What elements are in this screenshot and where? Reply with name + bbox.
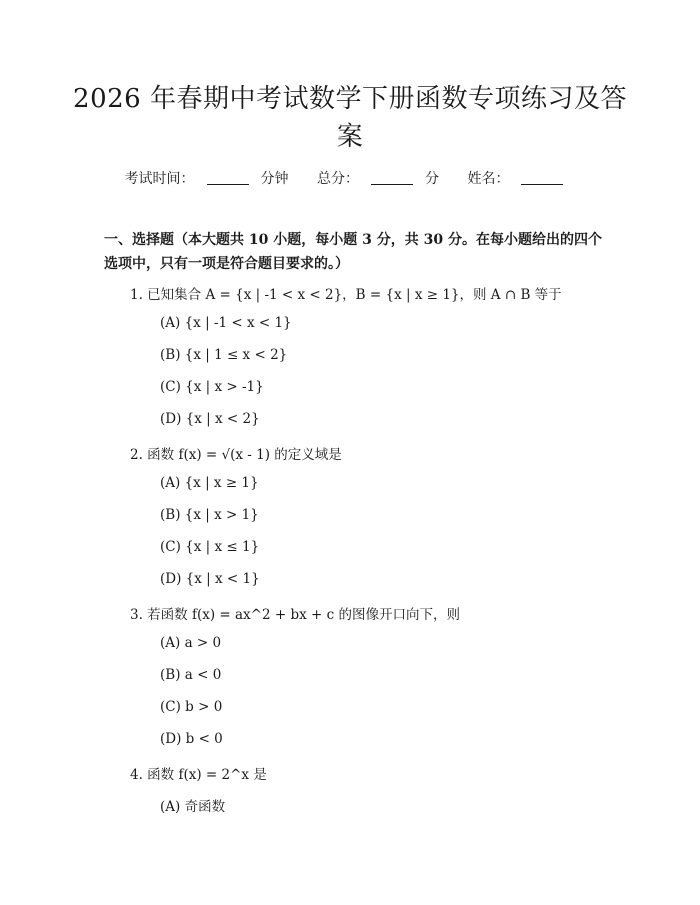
question-3-option-b: (B) a < 0 [160,667,222,683]
name-blank[interactable] [521,172,563,185]
question-3-option-d: (D) b < 0 [160,731,223,747]
total-score-field [317,171,439,187]
question-1-option-d: (D) {x | x < 2} [160,411,260,427]
question-2-option-b: (B) {x | x > 1} [160,507,259,523]
exam-time-field [125,171,289,187]
question-2-option-a: (A) {x | x ≥ 1} [160,475,259,491]
exam-info-line [0,168,700,188]
page-title: 2026 年春期中考试数学下册函数专项练习及答案 [73,84,627,152]
total-score-blank[interactable] [371,172,413,185]
question-1-option-b: (B) {x | 1 ≤ x < 2} [160,347,288,363]
exam-time-unit: 分钟 [260,171,289,187]
question-3-option-c: (C) b > 0 [160,699,223,715]
question-1-stem: 1. 已知集合 A = {x | -1 < x < 2}，B = {x | x ≥ 1}，则 A ∩ B 等于 [130,287,562,303]
question-2-stem: 2. 函数 f(x) = √(x - 1) 的定义域是 [130,447,342,463]
question-1-option-a: (A) {x | -1 < x < 1} [160,315,292,331]
question-4-option-a: (A) 奇函数 [160,799,226,815]
name-label: 姓名： [467,171,510,187]
total-score-label: 总分： [317,171,359,187]
exam-time-blank[interactable] [207,172,249,185]
total-score-unit: 分 [425,171,439,187]
section-heading: 一、选择题（本大题共 10 小题，每小题 3 分，共 30 分。在每小题给出的四个选项中，只有一项是符合题目要求的。） [104,232,602,272]
question-3-option-a: (A) a > 0 [160,635,222,651]
question-2-option-c: (C) {x | x ≤ 1} [160,539,260,555]
question-1-option-c: (C) {x | x > -1} [160,379,264,395]
question-4-stem: 4. 函数 f(x) = 2^x 是 [130,767,267,783]
question-3-stem: 3. 若函数 f(x) = ax^2 + bx + c 的图像开口向下，则 [130,607,460,623]
exam-time-label: 考试时间： [124,171,195,187]
name-field [467,171,575,187]
question-2-option-d: (D) {x | x < 1} [160,571,260,587]
